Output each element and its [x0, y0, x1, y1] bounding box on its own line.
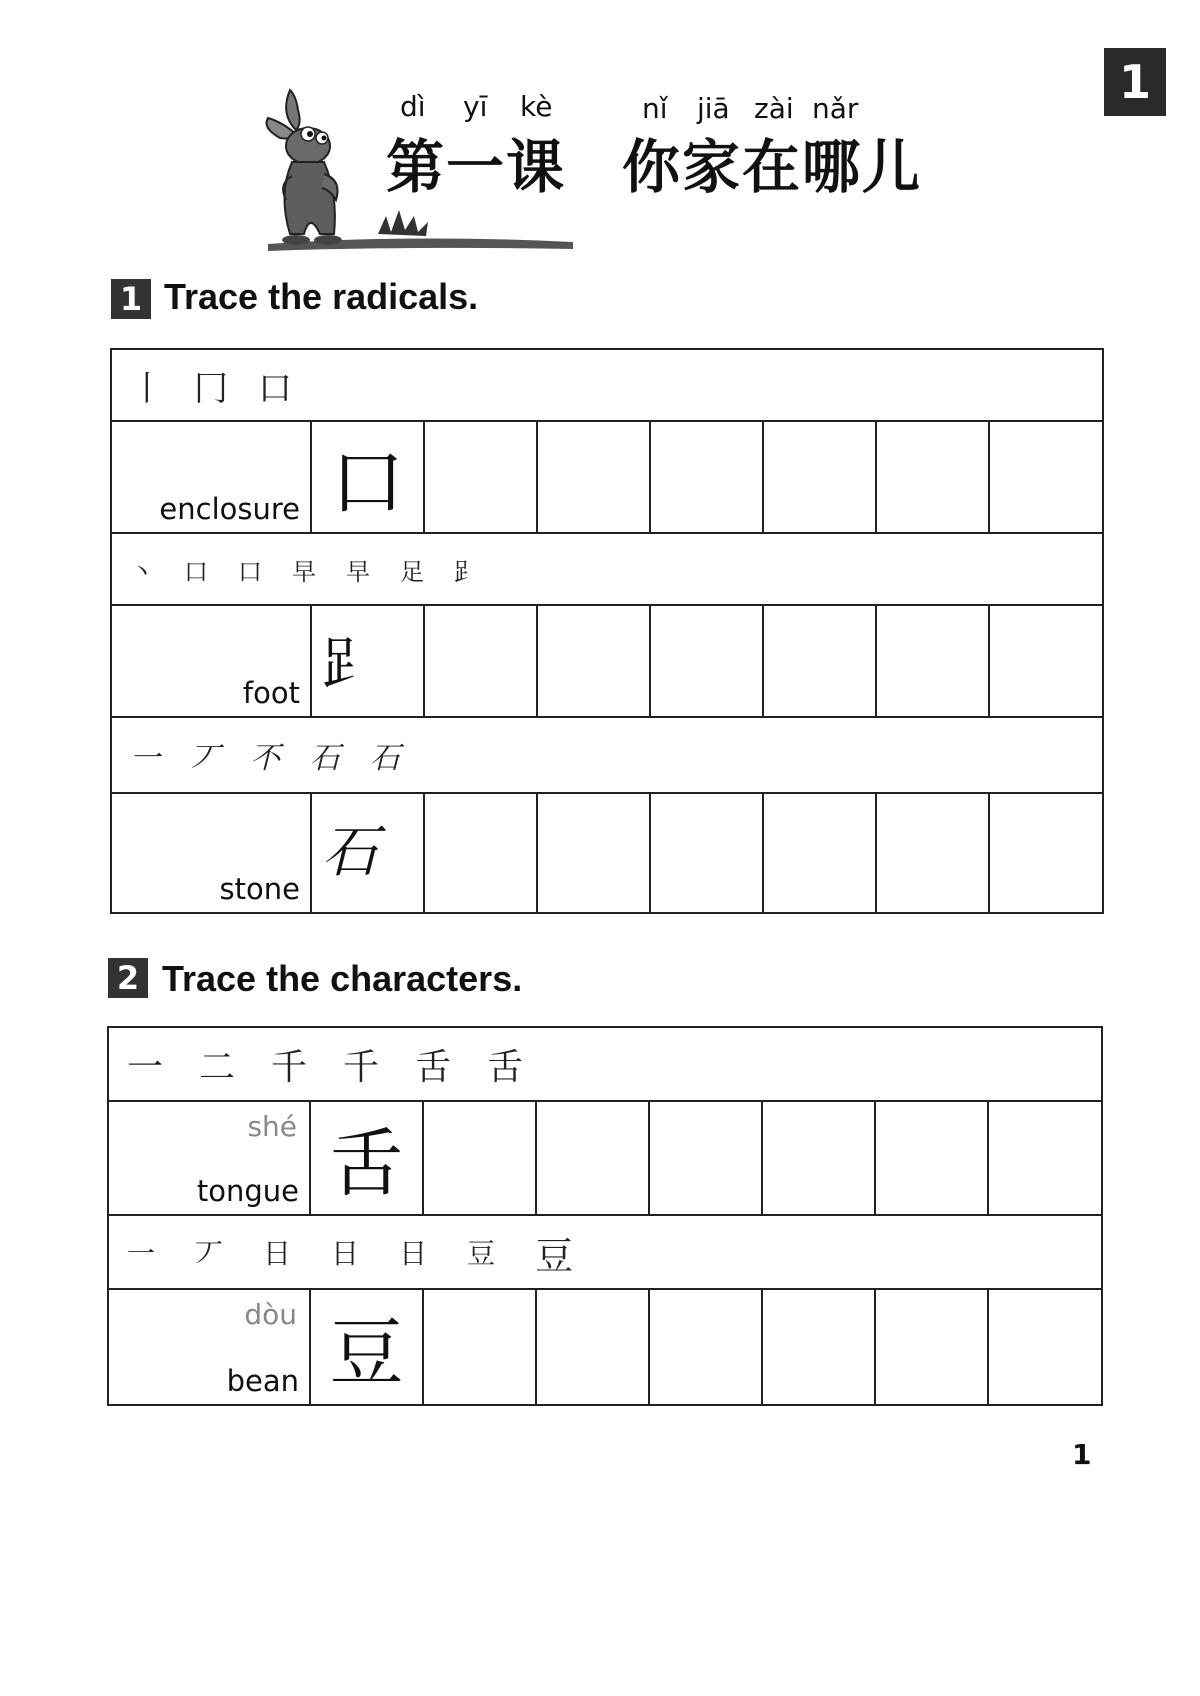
meaning-label: foot — [242, 676, 300, 710]
practice-box[interactable] — [650, 1102, 763, 1214]
practice-box[interactable] — [763, 1102, 876, 1214]
practice-box[interactable] — [764, 794, 877, 912]
practice-box[interactable] — [877, 794, 990, 912]
section1-heading: Trace the radicals. — [164, 276, 479, 317]
practice-box[interactable] — [877, 422, 990, 532]
title-pinyin-5: jiā — [697, 92, 730, 125]
stroke-step: 舌 — [415, 1046, 452, 1088]
label-cell — [109, 1290, 311, 1404]
section2-number: 2 — [108, 958, 148, 998]
stroke-step: 口 — [258, 368, 292, 409]
stroke-step: 千 — [271, 1046, 308, 1088]
practice-box[interactable] — [764, 606, 877, 716]
stroke-step: 一 — [127, 1237, 156, 1270]
stroke-order-row — [109, 1216, 1101, 1290]
stroke-step: 早 — [292, 557, 316, 586]
stroke-step: 丆 — [190, 741, 220, 776]
stroke-step: 不 — [250, 741, 280, 776]
practice-box[interactable] — [537, 1290, 650, 1404]
stroke-step: 𧾷 — [454, 557, 478, 586]
stroke-step: 丆 — [195, 1237, 224, 1270]
section1-number: 1 — [111, 279, 151, 319]
stroke-step: 豆 — [467, 1237, 496, 1270]
practice-box[interactable] — [990, 422, 1102, 532]
meaning-label: tongue — [196, 1174, 299, 1208]
characters-sheet — [107, 1026, 1103, 1406]
model-character: 口 — [312, 422, 425, 532]
stroke-step: 早 — [346, 557, 370, 586]
section2-heading: Trace the characters. — [162, 958, 523, 999]
label-cell — [112, 606, 312, 716]
practice-box[interactable] — [538, 422, 651, 532]
model-character: 石 — [312, 794, 425, 912]
pinyin-label: dòu — [244, 1298, 297, 1331]
practice-box[interactable] — [425, 794, 538, 912]
stroke-step: 丨 — [130, 368, 164, 409]
practice-row — [112, 422, 1102, 534]
meaning-label: enclosure — [159, 492, 300, 526]
practice-box[interactable] — [425, 606, 538, 716]
practice-box[interactable] — [425, 422, 538, 532]
practice-box[interactable] — [651, 794, 764, 912]
stroke-order-row — [112, 534, 1102, 606]
practice-box[interactable] — [651, 606, 764, 716]
stroke-order-row — [109, 1028, 1101, 1102]
title-pinyin-1: dì — [400, 90, 426, 123]
title-pinyin-7: nǎr — [812, 92, 859, 125]
pinyin-label: shé — [247, 1110, 297, 1143]
stroke-step: 日 — [263, 1237, 292, 1270]
model-character: 𧾷 — [312, 606, 425, 716]
meaning-label: bean — [226, 1364, 299, 1398]
stroke-step: 丶 — [130, 557, 154, 586]
practice-box[interactable] — [538, 794, 651, 912]
page-number: 1 — [1072, 1438, 1092, 1471]
practice-box[interactable] — [876, 1290, 989, 1404]
label-cell — [109, 1102, 311, 1214]
practice-box[interactable] — [424, 1290, 537, 1404]
meaning-label: stone — [219, 872, 300, 906]
stroke-step: 豆 — [535, 1233, 574, 1278]
label-cell — [112, 794, 312, 912]
practice-box[interactable] — [989, 1290, 1101, 1404]
practice-row — [112, 606, 1102, 718]
practice-box[interactable] — [990, 794, 1102, 912]
title-pinyin-3: kè — [520, 90, 553, 123]
model-character: 豆 — [311, 1290, 424, 1404]
title-pinyin-2: yī — [463, 90, 488, 123]
stroke-step: 石 — [310, 741, 340, 776]
practice-box[interactable] — [537, 1102, 650, 1214]
stroke-step: 石 — [370, 741, 400, 776]
stroke-step: 冂 — [194, 368, 228, 409]
stroke-step: 足 — [400, 557, 424, 586]
lesson-tab: 1 — [1104, 48, 1166, 116]
label-cell — [112, 422, 312, 532]
practice-box[interactable] — [876, 1102, 989, 1214]
stroke-step: 日 — [399, 1237, 428, 1270]
stroke-order-row — [112, 718, 1102, 794]
stroke-step: 舌 — [487, 1046, 524, 1088]
practice-row — [109, 1102, 1101, 1216]
stroke-step: 口 — [238, 557, 262, 586]
stroke-step: 一 — [130, 741, 160, 776]
practice-box[interactable] — [763, 1290, 876, 1404]
practice-box[interactable] — [650, 1290, 763, 1404]
stroke-step: 二 — [199, 1046, 236, 1088]
practice-box[interactable] — [538, 606, 651, 716]
practice-box[interactable] — [989, 1102, 1101, 1214]
model-character: 舌 — [311, 1102, 424, 1214]
lesson-name: 你家在哪儿 — [622, 133, 923, 201]
practice-box[interactable] — [651, 422, 764, 532]
stroke-step: 日 — [331, 1237, 360, 1270]
lesson-label: 第一课 — [386, 133, 567, 201]
practice-row — [109, 1290, 1101, 1404]
stroke-step: 口 — [184, 557, 208, 586]
practice-box[interactable] — [990, 606, 1102, 716]
title-pinyin-4: nǐ — [642, 92, 668, 125]
stroke-order-row — [112, 350, 1102, 422]
practice-box[interactable] — [877, 606, 990, 716]
radicals-sheet — [110, 348, 1104, 914]
stroke-step: 千 — [343, 1046, 380, 1088]
practice-box[interactable] — [424, 1102, 537, 1214]
title-pinyin-6: zài — [754, 92, 794, 125]
practice-row — [112, 794, 1102, 912]
stroke-step: 一 — [127, 1046, 164, 1088]
practice-box[interactable] — [764, 422, 877, 532]
